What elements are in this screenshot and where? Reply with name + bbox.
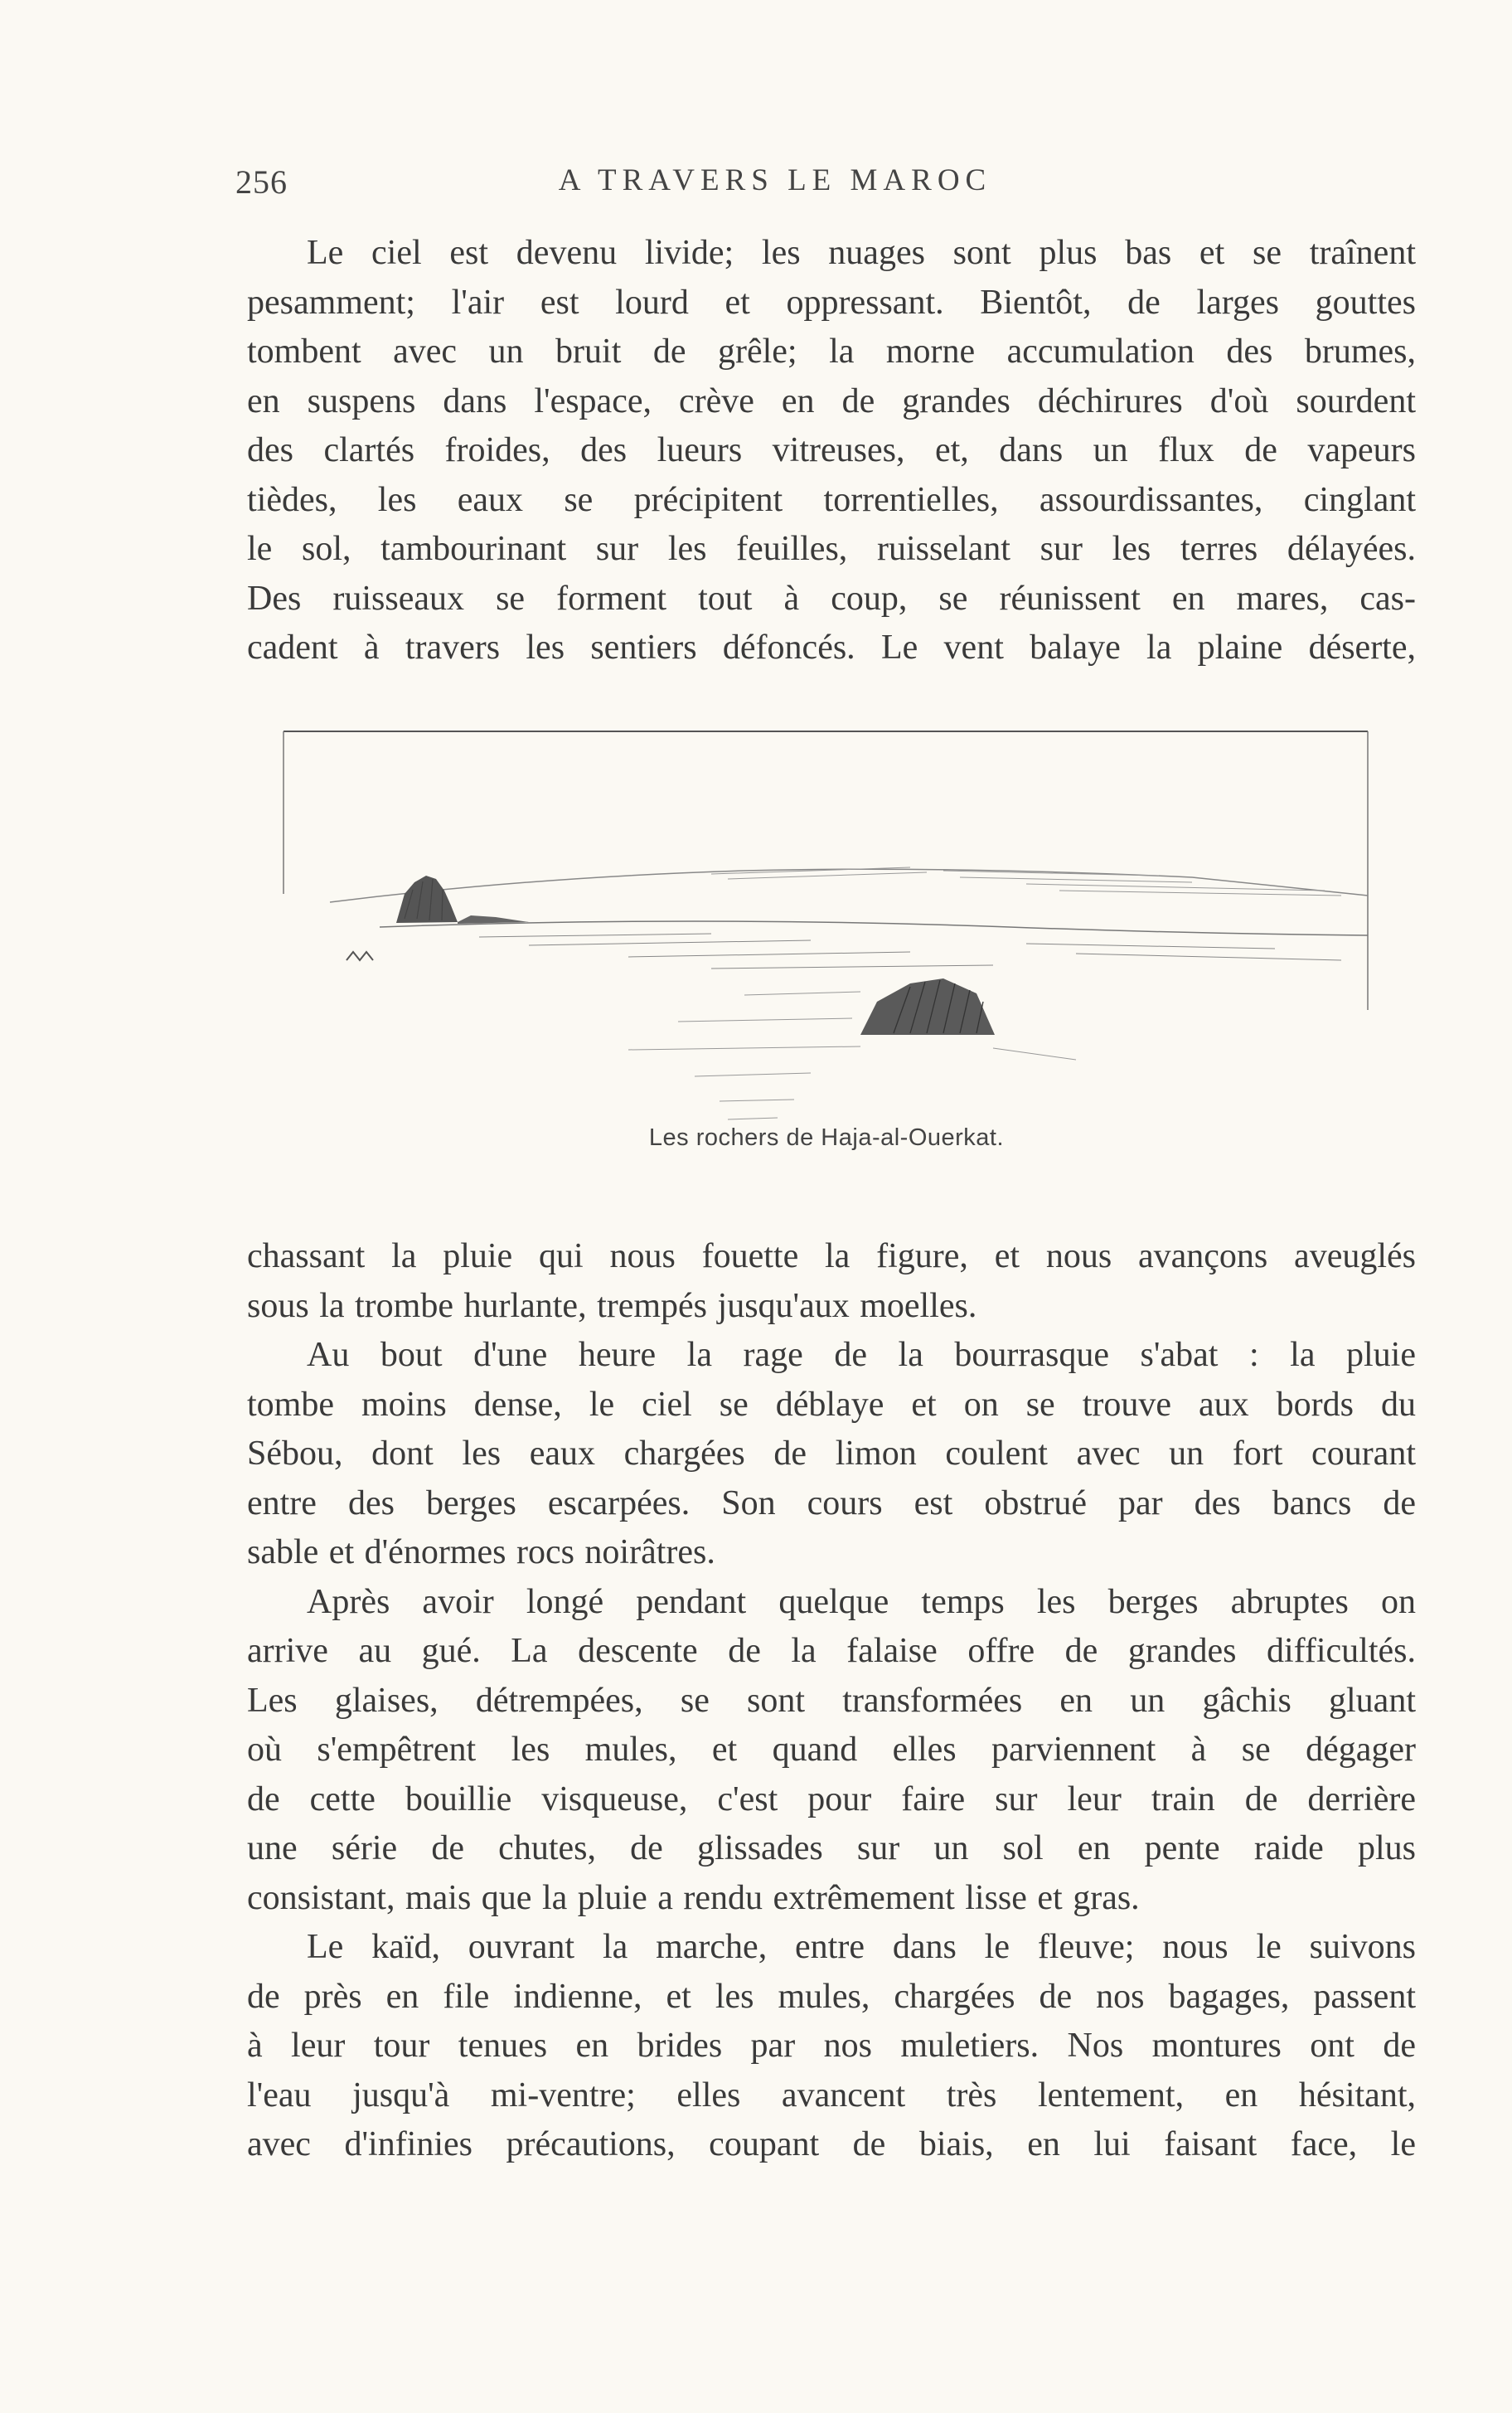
text-line: arrive au gué. La descente de la falaise offre de grandes difficultés. bbox=[247, 1632, 1416, 1670]
text-line: Sébou, dont les eaux chargées de limon coulent avec un fort courant bbox=[247, 1435, 1416, 1473]
text-line: à leur tour tenues en brides par nos muletiers. Nos montures ont de bbox=[247, 2027, 1416, 2065]
text-line: sous la trombe hurlante, trempés jusqu'aux moelles. bbox=[247, 1286, 977, 1325]
paragraph-2 bbox=[247, 1232, 1416, 2170]
text-line: tombent avec un bruit de grêle; la morne accumulation des brumes, bbox=[247, 333, 1416, 371]
text-line: des clartés froides, des lueurs vitreuses, et, dans un flux de vapeurs bbox=[247, 431, 1416, 469]
text-line: une série de chutes, de glissades sur un sol en pente raide plus bbox=[247, 1829, 1416, 1867]
figure-caption: Les rochers de Haja-al-Ouerkat. bbox=[648, 1124, 1005, 1151]
running-title: A TRAVERS LE MAROC bbox=[558, 163, 992, 197]
illustration bbox=[280, 720, 1373, 1184]
landscape-engraving bbox=[280, 720, 1373, 1151]
text-line: Au bout d'une heure la rage de la bourrasque s'abat : la pluie bbox=[307, 1336, 1416, 1374]
text-line: Le ciel est devenu livide; les nuages sont plus bas et se traînent bbox=[307, 234, 1416, 272]
text-line: l'eau jusqu'à mi-ventre; elles avancent très lentement, en hésitant, bbox=[247, 2076, 1416, 2114]
text-line: cadent à travers les sentiers défoncés. Le vent balaye la plaine déserte, bbox=[247, 629, 1416, 667]
text-line: sable et d'énormes rocs noirâtres. bbox=[247, 1533, 715, 1571]
text-line: Après avoir longé pendant quelque temps les berges abruptes on bbox=[307, 1582, 1416, 1621]
page-number: 256 bbox=[235, 163, 288, 201]
text-line: le sol, tambourinant sur les feuilles, ruisselant sur les terres délayées. bbox=[247, 530, 1416, 568]
text-line: avec d'infinies précautions, coupant de biais, en lui faisant face, le bbox=[247, 2125, 1416, 2163]
text-line: entre des berges escarpées. Son cours est obstrué par des bancs de bbox=[247, 1483, 1416, 1522]
text-line: où s'empêtrent les mules, et quand elles parviennent à se dégager bbox=[247, 1731, 1416, 1769]
text-line: Les glaises, détrempées, se sont transformées en un gâchis gluant bbox=[247, 1681, 1416, 1720]
text-line: en suspens dans l'espace, crève en de grandes déchirures d'où sourdent bbox=[247, 381, 1416, 420]
text-line: Des ruisseaux se forment tout à coup, se réunissent en mares, cas- bbox=[247, 579, 1416, 618]
text-line: de près en file indienne, et les mules, chargées de nos bagages, passent bbox=[247, 1977, 1416, 2016]
paragraph-1 bbox=[247, 229, 1416, 673]
text-line: Le kaïd, ouvrant la marche, entre dans le fleuve; nous le suivons bbox=[307, 1928, 1416, 1966]
text-line: tombe moins dense, le ciel se déblaye et on se trouve aux bords du bbox=[247, 1385, 1416, 1424]
text-line: consistant, mais que la pluie a rendu extrêmement lisse et gras. bbox=[247, 1878, 1140, 1917]
text-line: pesamment; l'air est lourd et oppressant. Bientôt, de larges gouttes bbox=[247, 283, 1416, 322]
text-line: tièdes, les eaux se précipitent torrentielles, assourdissantes, cinglant bbox=[247, 480, 1416, 519]
running-head bbox=[235, 163, 1315, 212]
text-line: chassant la pluie qui nous fouette la figure, et nous avançons aveuglés bbox=[247, 1237, 1416, 1275]
text-line: de cette bouillie visqueuse, c'est pour faire sur leur train de derrière bbox=[247, 1779, 1416, 1818]
